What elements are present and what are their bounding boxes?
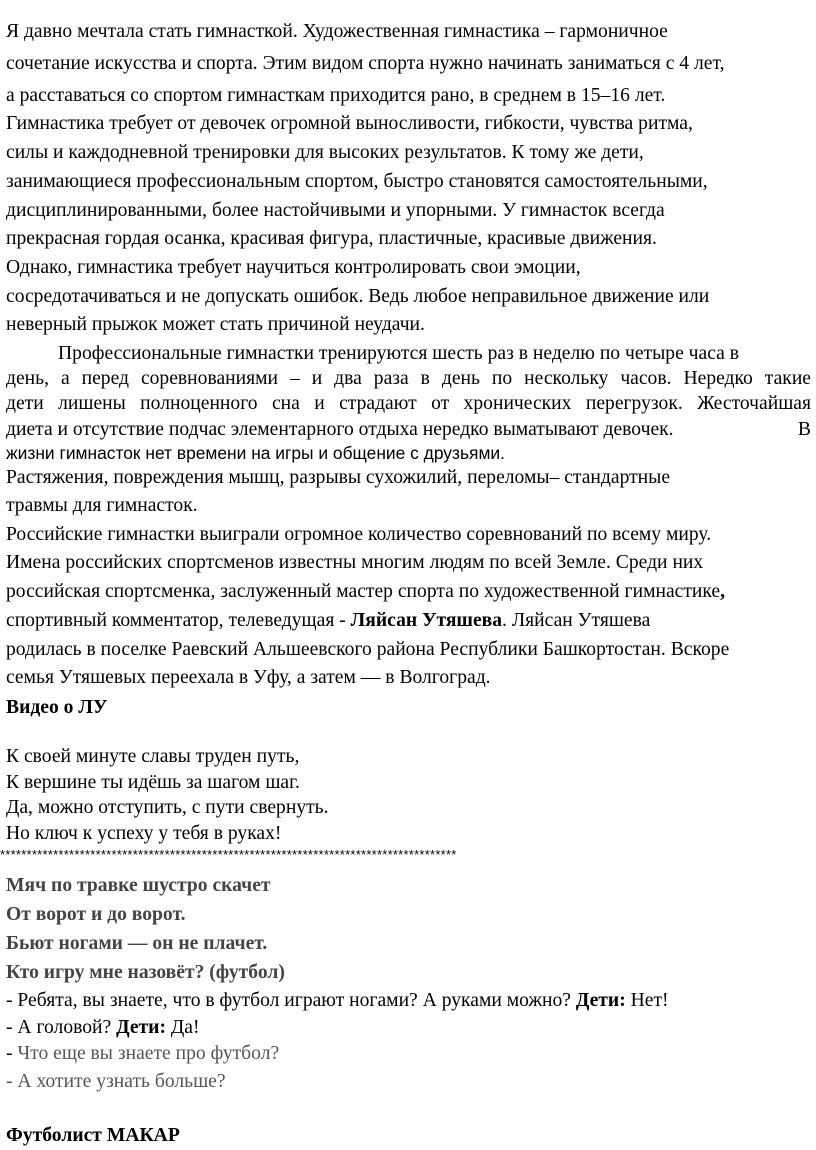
russian-line: родилась в поселке Раевский Альшеевского района Республики Башкортостан. Вскоре — [6, 639, 730, 660]
dialogue-line — [6, 1042, 279, 1066]
footer-heading: Футболист МАКАР — [6, 1125, 180, 1146]
question-text: - Ребята, вы знаете, что в футбол играют ногами? А руками можно? — [6, 990, 576, 1011]
question-text: - А головой? — [6, 1017, 117, 1038]
dash: - — [6, 1043, 18, 1064]
russian-line — [6, 580, 725, 604]
dialogue-line — [6, 989, 669, 1013]
pro-line-text: диета и отсутствие подчас элементарного отдыха нередко выматывают девочек. — [6, 419, 674, 440]
riddle-line: Кто игру мне назовёт? (футбол) — [6, 962, 285, 983]
pro-line: дети лишены полноценного сна и страдают от хронических перегрузок. Жесточайшая — [6, 393, 811, 414]
pro-line: Профессиональные гимнастки тренируются шесть раз в неделю по четыре часа в — [58, 343, 740, 364]
intro-line: Я давно мечтала стать гимнасткой. Художественная гимнастика – гармоничное — [6, 21, 668, 42]
kids-label: Дети: — [116, 1017, 166, 1038]
athlete-name: Ляйсан Утяшева — [350, 610, 503, 631]
answer-text: Да! — [166, 1017, 200, 1038]
russian-line: семья Утяшевых переехала в Уфу, а затем — в Волгоград. — [6, 667, 491, 688]
russian-line-text: российская спортсменка, заслуженный мастер спорта по художественной гимнастике — [6, 581, 721, 602]
poem-line: К своей минуте славы труден путь, — [6, 746, 300, 767]
intro-line: Гимнастика требует от девочек огромной выносливости, гибкости, чувства ритма, — [6, 113, 693, 134]
stars-separator: ************************************************************************************** — [0, 847, 457, 862]
russian-line-post: . Ляйсан Утяшева — [502, 610, 651, 631]
russian-line-pre: спортивный комментатор, телеведущая - — [6, 610, 351, 631]
russian-line — [6, 609, 650, 633]
intro-line: сосредотачиваться и не допускать ошибок. Ведь любое неправильное движение или — [6, 286, 710, 307]
riddle-line: Мяч по травке шустро скачет — [6, 875, 271, 896]
russian-line: Российские гимнастки выиграли огромное количество соревнований по всему миру. — [6, 524, 712, 545]
intro-line: силы и каждодневной тренировки для высоких результатов. К тому же дети, — [6, 142, 644, 163]
pro-line — [6, 418, 811, 442]
intro-line: неверный прыжок может стать причиной неудачи. — [6, 314, 425, 335]
dialogue-line: - А хотите узнать больше? — [6, 1071, 226, 1092]
russian-line: Имена российских спортсменов известны многим людям по всей Земле. Среди них — [6, 552, 704, 573]
injuries-line: травмы для гимнасток. — [6, 495, 198, 516]
injuries-line: Растяжения, повреждения мышц, разрывы сухожилий, переломы– стандартные — [6, 467, 671, 488]
pro-line-end: В — [797, 419, 811, 440]
dialogue-line — [6, 1016, 200, 1040]
riddle-line: Бьют ногами — он не плачет. — [6, 933, 268, 954]
answer-text: Нет! — [625, 990, 669, 1011]
poem-line: Да, можно отступить, с пути свернуть. — [6, 797, 329, 818]
kids-label: Дети: — [575, 990, 626, 1011]
pro-line: день, а перед соревнованиями – и два раза в день по нескольку часов. Нередко такие — [6, 368, 811, 389]
intro-line: дисциплинированными, более настойчивыми и упорными. У гимнасток всегда — [6, 200, 665, 221]
riddle-line: От ворот и до ворот. — [6, 904, 186, 925]
poem-line: Но ключ к успеху у тебя в руках! — [6, 823, 282, 844]
question-text: Что еще вы знаете про футбол? — [17, 1043, 280, 1064]
russian-line-comma: , — [720, 581, 726, 602]
intro-line: а расставаться со спортом гимнасткам приходится рано, в среднем в 15–16 лет. — [6, 85, 666, 106]
intro-line: прекрасная гордая осанка, красивая фигура, пластичные, красивые движения. — [6, 228, 657, 249]
intro-line: сочетание искусства и спорта. Этим видом спорта нужно начинать заниматься с 4 лет, — [6, 53, 725, 74]
intro-line: занимающиеся профессиональным спортом, быстро становятся самостоятельными, — [6, 171, 708, 192]
pro-line-sans: жизни гимнасток нет времени на игры и общение с друзьями. — [6, 443, 505, 463]
intro-line: Однако, гимнастика требует научиться контролировать свои эмоции, — [6, 257, 581, 278]
video-heading: Видео о ЛУ — [6, 697, 108, 718]
poem-line: К вершине ты идёшь за шагом шаг. — [6, 772, 300, 793]
